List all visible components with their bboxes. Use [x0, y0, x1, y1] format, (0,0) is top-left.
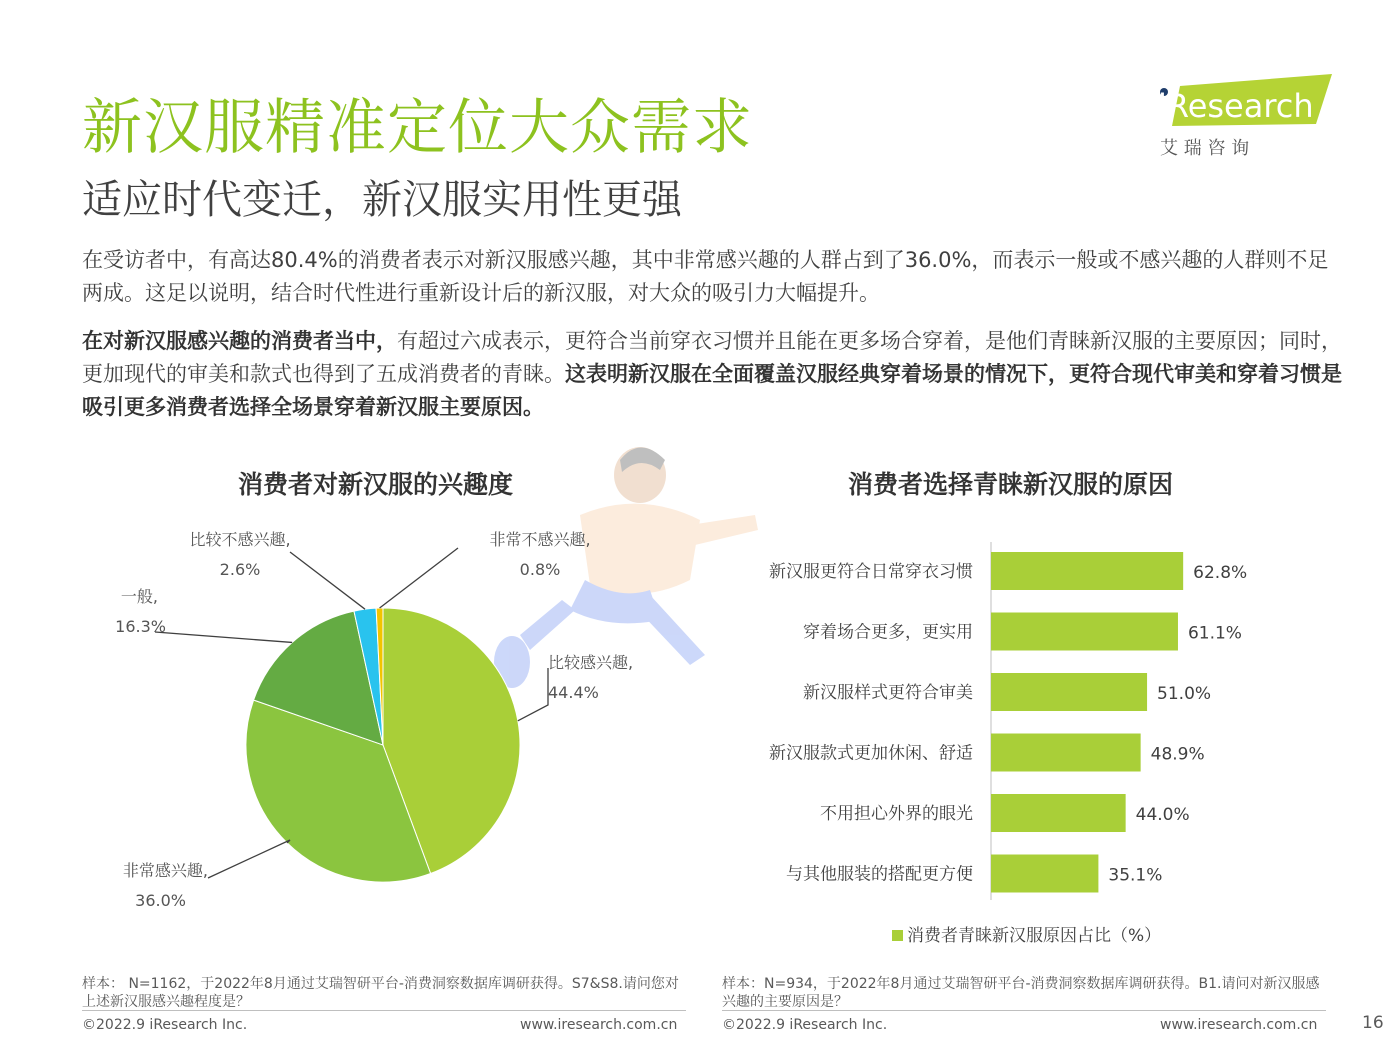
- footer-divider-right: [722, 1010, 1326, 1011]
- pie-slice-label: 比较感兴趣,: [548, 653, 634, 672]
- intro-paragraph: 在受访者中，有高达80.4%的消费者表示对新汉服感兴趣，其中非常感兴趣的人群占到了36.0%，而表示一般或不感兴趣的人群则不足两成。这足以说明，结合时代性进行重新设计后的新汉服，对大众的吸引力大幅提升。: [82, 248, 1329, 305]
- bar: [991, 673, 1147, 711]
- pie-chart-title: 消费者对新汉服的兴趣度: [238, 470, 514, 499]
- legend-swatch: [892, 930, 903, 941]
- bar-category-label: 不用担心外界的眼光: [820, 804, 973, 824]
- analysis-text: 有超过六成表示，更符合当前穿衣习惯并且能在更多场合穿着，是他们青睐新汉服的主要原因；同时，更加现代的审美和款式也得到了五成消费者的青睐。: [82, 329, 1342, 386]
- iresearch-logo: [1150, 72, 1340, 162]
- footer-divider-left: [82, 1010, 686, 1011]
- bar: [991, 613, 1178, 651]
- pie-leader-line: [380, 548, 458, 608]
- pie-slice-label: 非常感兴趣,: [122, 861, 208, 880]
- logo-subtext: 艾 瑞 咨 询: [1160, 138, 1250, 159]
- pie-slice-value: 44.4%: [548, 683, 599, 702]
- pie-leader-line: [155, 632, 292, 642]
- bar-value-label: 62.8%: [1193, 563, 1248, 583]
- bar-category-label: 新汉服样式更符合审美: [803, 683, 973, 703]
- bar: [991, 794, 1126, 832]
- pie-leader-line: [518, 668, 548, 721]
- reasons-bar-chart: [700, 530, 1390, 960]
- footer-copyright-right: ©2022.9 iResearch Inc.: [722, 1017, 888, 1033]
- pie-slice-label: 非常不感兴趣,: [489, 530, 591, 549]
- footer-url-left: www.iresearch.com.cn: [520, 1017, 678, 1033]
- bar: [991, 734, 1141, 772]
- bar-category-label: 穿着场合更多，更实用: [803, 622, 973, 643]
- bar-value-label: 61.1%: [1187, 623, 1242, 644]
- bar: [991, 552, 1183, 590]
- bar-value-label: 51.0%: [1157, 684, 1212, 704]
- page-number: 16: [1362, 1013, 1384, 1033]
- bar-chart-title: 消费者选择青睐新汉服的原因: [848, 470, 1174, 499]
- bar-value-label: 35.1%: [1108, 865, 1163, 886]
- bar-category-label: 新汉服款式更加休闲、舒适: [769, 743, 973, 764]
- analysis-bold-conclusion: 这表明新汉服在全面覆盖汉服经典穿着场景的情况下，更符合现代审美和穿着习惯是吸引更多消费者选择全场景穿着新汉服主要原因。: [82, 362, 1342, 419]
- left-sample-note: 样本： N=1162，于2022年8月通过艾瑞智研平台-消费洞察数据库调研获得。S7&S8.请问您对上述新汉服感兴趣程度是？: [82, 976, 679, 1010]
- logo-graphic: [1150, 72, 1340, 162]
- analysis-paragraph: [82, 325, 1347, 424]
- pie-slice-value: 36.0%: [135, 891, 186, 910]
- pie-slice-label: 比较不感兴趣,: [189, 530, 291, 549]
- pie-slice-value: 0.8%: [519, 560, 561, 579]
- pie-leader-line: [290, 552, 365, 609]
- pie-leader-line: [208, 840, 290, 878]
- footer-copyright-left: ©2022.9 iResearch Inc.: [82, 1017, 248, 1033]
- pie-slice-value: 2.6%: [219, 560, 261, 579]
- bar-category-label: 与其他服装的搭配更方便: [786, 864, 973, 885]
- bar-value-label: 44.0%: [1135, 805, 1190, 825]
- page-subtitle: 适应时代变迁，新汉服实用性更强: [82, 177, 682, 223]
- pie-slice-label: 一般,: [120, 587, 158, 606]
- pie-slice-value: 16.3%: [115, 617, 166, 636]
- bar-category-label: 新汉服更符合日常穿衣习惯: [769, 562, 973, 582]
- bar-value-label: 48.9%: [1150, 744, 1205, 765]
- bar: [991, 855, 1098, 893]
- legend-label: 消费者青睐新汉服原因占比（%）: [907, 926, 1162, 946]
- right-sample-note: 样本：N=934，于2022年8月通过艾瑞智研平台-消费洞察数据库调研获得。B1.请问对新汉服感兴趣的主要原因是？: [722, 976, 1320, 1010]
- interest-pie-chart: [0, 500, 700, 930]
- page-title: 新汉服精准定位大众需求: [82, 93, 753, 163]
- logo-text: iResearch: [1158, 87, 1314, 125]
- analysis-bold-lead: 在对新汉服感兴趣的消费者当中，: [82, 329, 397, 353]
- footer-url-right: www.iresearch.com.cn: [1160, 1017, 1318, 1033]
